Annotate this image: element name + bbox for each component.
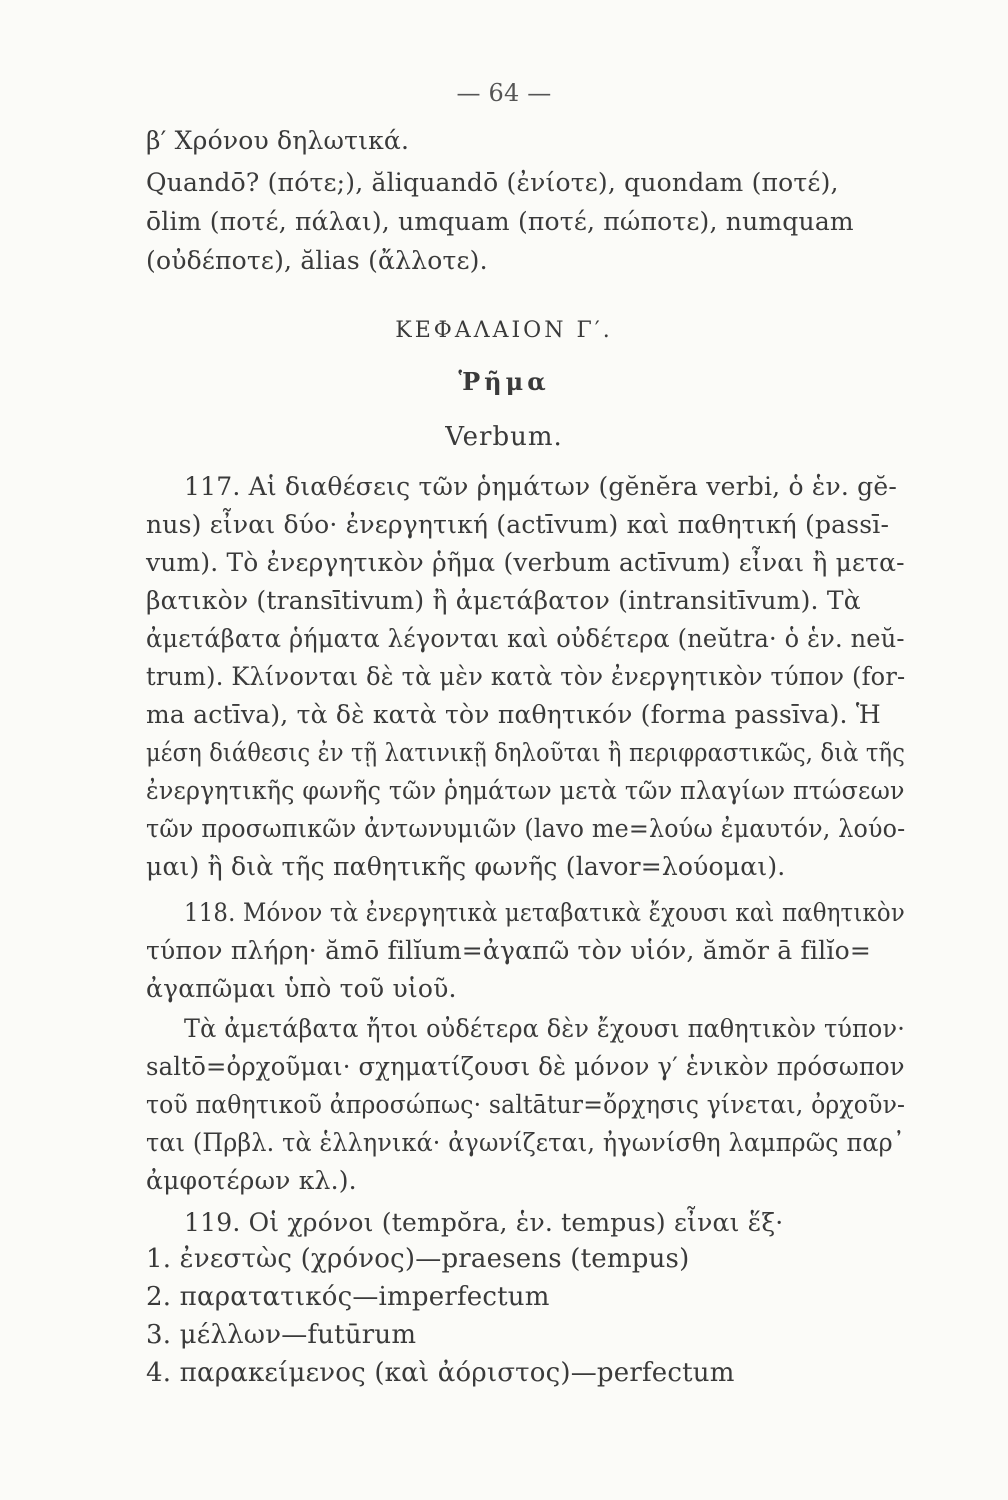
chapter-title-latin: Verbum. [445, 422, 563, 452]
subheading-time: β′ Χρόνου δηλωτικά. [146, 126, 410, 155]
text-line: μαι) ἢ διὰ τῆς παθητικῆς φωνῆς (lavor=λούομαι). [146, 852, 786, 881]
text-line: ἐνεργητικῆς φωνῆς τῶν ῥημάτων μετὰ τῶν πλαγίων πτώσεων [146, 776, 905, 805]
text-line: μέση διάθεσις ἐν τῇ λατινικῇ δηλοῦται ἢ περιφραστικῶς, διὰ τῆς [146, 738, 905, 767]
list-item: 2. παρατατικός—imperfectum [146, 1282, 550, 1312]
text-line: βατικὸν (transītivum) ἢ ἀμετάβατον (intransitīvum). Τὰ [146, 586, 861, 615]
list-item: 3. μέλλων—futūrum [146, 1320, 417, 1350]
chapter-heading: ΚΕΦΑΛΑΙΟΝ Γ′. [395, 318, 613, 343]
chapter-title-greek: Ῥῆμα [458, 367, 550, 396]
text-line: ται (Πρβλ. τὰ ἑλληνικά· ἀγωνίζεται, ἠγωνίσθη λαμπρῶς παρ᾽ [146, 1128, 905, 1157]
text-line: 119. Οἱ χρόνοι (tempŏra, ἑν. tempus) εἶναι ἕξ· [184, 1208, 784, 1237]
text-line: (οὐδέποτε), ălias (ἄλλοτε). [146, 246, 488, 275]
text-line: τύπον πλήρη· ămō filĭum=ἀγαπῶ τὸν υἱόν, ămŏr ā filĭo= [146, 936, 871, 965]
text-line: τοῦ παθητικοῦ ἀπροσώπως· saltātur=ὄρχησις γίνεται, ὀρχοῦν- [146, 1090, 906, 1119]
page-number: — 64 — [456, 79, 552, 107]
list-item: 1. ἐνεστὼς (χρόνος)—praesens (tempus) [146, 1244, 690, 1274]
text-line: ōlim (ποτέ, πάλαι), umquam (ποτέ, πώποτε), numquam [146, 207, 854, 236]
text-line: ἀγαπῶμαι ὑπὸ τοῦ υἱοῦ. [146, 974, 457, 1003]
text-line: Quandō? (πότε;), ăliquandō (ἐνίοτε), quondam (ποτέ), [146, 168, 839, 197]
text-line: Τὰ ἀμετάβατα ἤτοι οὐδέτερα δὲν ἔχουσι παθητικὸν τύπον· [184, 1014, 905, 1043]
text-line: ἀμφοτέρων κλ.). [146, 1166, 357, 1195]
text-line: 118. Μόνον τὰ ἐνεργητικὰ μεταβατικὰ ἔχουσι καὶ παθητικὸν [184, 898, 905, 927]
text-line: ma actīva), τὰ δὲ κατὰ τὸν παθητικόν (forma passīva). Ἡ [146, 700, 881, 729]
text-line: 117. Αἱ διαθέσεις τῶν ῥημάτων (gĕnĕra verbi, ὁ ἑν. gĕ- [184, 472, 898, 501]
text-line: saltō=ὀρχοῦμαι· σχηματίζουσι δὲ μόνον γ′ ἑνικὸν πρόσωπον [146, 1052, 905, 1081]
text-line: vum). Τὸ ἐνεργητικὸν ῥῆμα (verbum actīvum) εἶναι ἢ μετα- [146, 548, 905, 577]
text-line: τῶν προσωπικῶν ἀντωνυμιῶν (lavo me=λούω ἐμαυτόν, λούο- [146, 814, 906, 843]
text-line: ἀμετάβατα ῥήματα λέγονται καὶ οὐδέτερα (neŭtra· ὁ ἑν. neŭ- [146, 624, 905, 653]
list-item: 4. παρακείμενος (καὶ ἀόριστος)—perfectum [146, 1358, 735, 1388]
text-line: nus) εἶναι δύο· ἐνεργητική (actīvum) καὶ παθητική (passī- [146, 510, 890, 539]
text-line: trum). Κλίνονται δὲ τὰ μὲν κατὰ τὸν ἐνεργητικὸν τύπον (for- [146, 662, 906, 691]
